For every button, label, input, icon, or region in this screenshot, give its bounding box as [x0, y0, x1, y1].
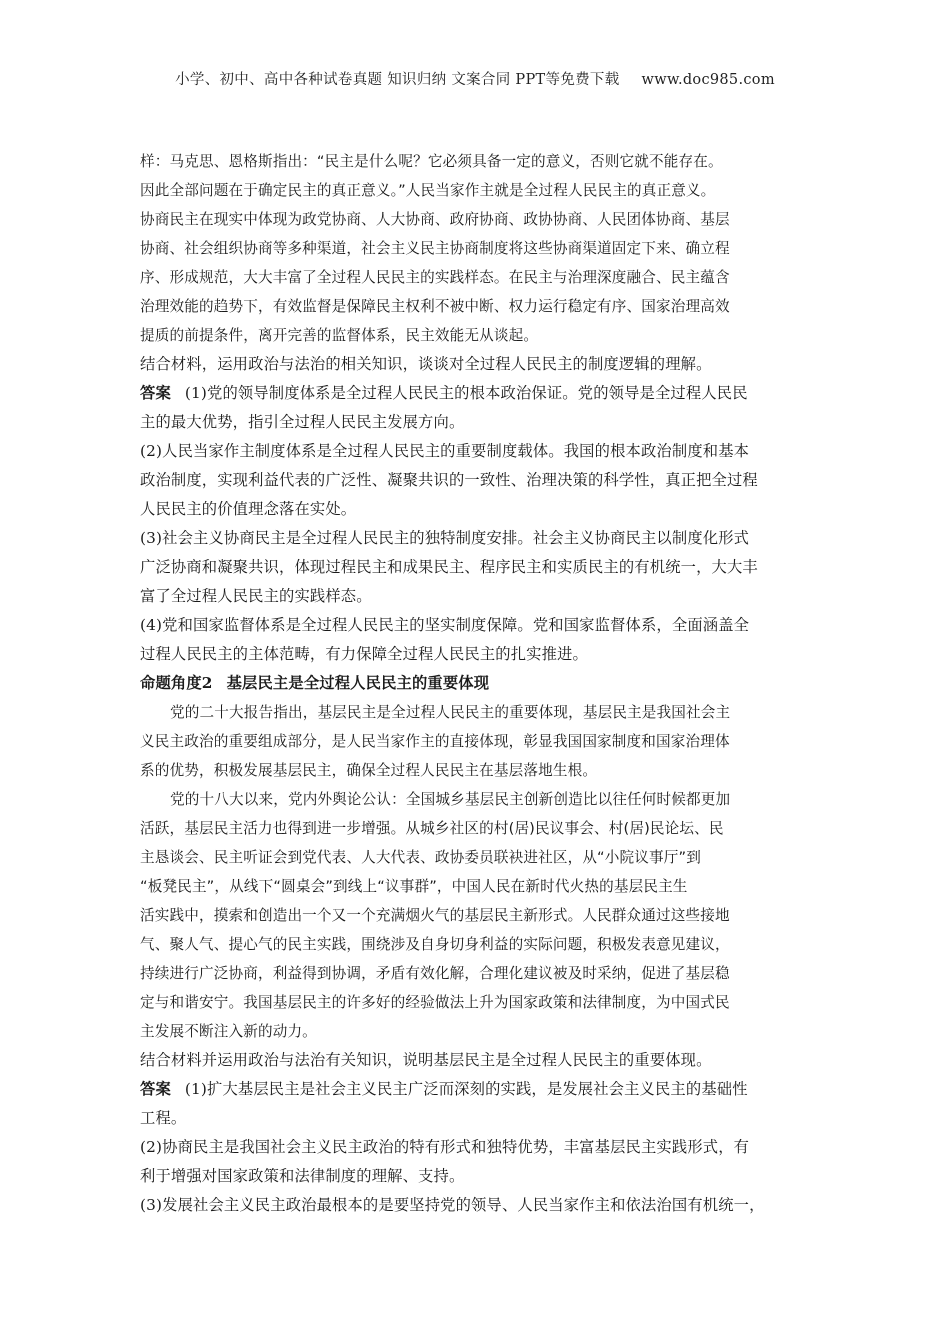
answer1-line: 人民民主的价值理念落在实处。: [140, 500, 357, 518]
material2-line: “板凳民主”，从线下“圆桌会”到线上“议事群”，中国人民在新时代火热的基层民主生: [140, 878, 688, 895]
header-text: 小学、初中、高中各种试卷真题 知识归纳 文案合同 PPT等免费下载: [175, 72, 620, 88]
answer1-line: 过程人民民主的主体范畴，有力保障全过程人民民主的扎实推进。: [140, 645, 588, 663]
answer1-line: 政治制度，实现利益代表的广泛性、凝聚共识的一致性、治理决策的科学性，真正把全过程: [140, 471, 758, 489]
material2-line: 持续进行广泛协商，利益得到协调，矛盾有效化解，合理化建议被及时采纳，促进了基层稳: [140, 965, 730, 982]
heading-title: 基层民主是全过程人民民主的重要体现: [226, 674, 490, 692]
answer-label: 答案: [140, 1080, 171, 1098]
answer2-line: (2)协商民主是我国社会主义民主政治的特有形式和独特优势，丰富基层民主实践形式，有: [140, 1138, 750, 1156]
material2-line: 系的优势，积极发展基层民主，确保全过程人民民主在基层落地生根。: [140, 762, 598, 779]
document-body: [140, 147, 812, 1220]
page-header: [0, 68, 950, 89]
material1-line: 序、形成规范，大大丰富了全过程人民民主的实践样态。在民主与治理深度融合、民主蕴含: [140, 269, 730, 286]
material1-line: 样：马克思、恩格斯指出：“民主是什么呢？它必须具备一定的意义，否则它就不能存在。: [140, 153, 723, 170]
material2-line: 主发展不断注入新的动力。: [140, 1023, 317, 1040]
answer1-line: (3)社会主义协商民主是全过程人民民主的独特制度安排。社会主义协商民主以制度化形式: [140, 529, 750, 547]
material1-line: 提质的前提条件，离开完善的监督体系，民主效能无从谈起。: [140, 327, 539, 344]
material2-line: 气、聚人气、提心气的民主实践，围绕涉及自身切身利益的实际问题，积极发表意见建议，: [140, 936, 730, 953]
material1-line: 协商、社会组织协商等多种渠道，社会主义民主协商制度将这些协商渠道固定下来、确立程: [140, 240, 730, 257]
material2-line: 党的二十大报告指出，基层民主是全过程人民民主的重要体现，基层民主是我国社会主: [170, 704, 731, 721]
answer1-line: (2)人民当家作主制度体系是全过程人民民主的重要制度载体。我国的根本政治制度和基本: [140, 442, 750, 460]
material1-line: 协商民主在现实中体现为政党协商、人大协商、政府协商、政协协商、人民团体协商、基层: [140, 211, 730, 228]
answer2-line: (3)发展社会主义民主政治最根本的是要坚持党的领导、人民当家作主和依法治国有机统一，: [140, 1196, 765, 1214]
material1-line: 因此全部问题在于确定民主的真正意义。”人民当家作主就是全过程人民民主的真正意义。: [140, 182, 716, 199]
answer1-line: 主的最大优势，指引全过程人民民主发展方向。: [140, 413, 465, 431]
answer2-line: 答案 (1)扩大基层民主是社会主义民主广泛而深刻的实践，是发展社会主义民主的基础性: [140, 1080, 748, 1098]
question1: 结合材料，运用政治与法治的相关知识，谈谈对全过程人民民主的制度逻辑的理解。: [140, 355, 712, 373]
answer2-line: 工程。: [140, 1109, 187, 1127]
material2-line: 党的十八大以来，党内外舆论公认：全国城乡基层民主创新创造比以往任何时候都更加: [170, 791, 731, 808]
answer1-line: 答案 (1)党的领导制度体系是全过程人民民主的根本政治保证。党的领导是全过程人民民: [140, 384, 748, 402]
material2-line: 义民主政治的重要组成部分，是人民当家作主的直接体现，彰显我国国家制度和国家治理体: [140, 733, 730, 750]
question2: 结合材料并运用政治与法治有关知识，说明基层民主是全过程人民民主的重要体现。: [140, 1051, 712, 1069]
answer-label: 答案: [140, 384, 171, 402]
answer2-line: 利于增强对国家政策和法律制度的理解、支持。: [140, 1167, 465, 1185]
answer1-line: (4)党和国家监督体系是全过程人民民主的坚实制度保障。党和国家监督体系，全面涵盖全: [140, 616, 750, 634]
header-url: www.doc985.com: [641, 72, 775, 88]
material2-line: 活实践中，摸索和创造出一个又一个充满烟火气的基层民主新形式。人民群众通过这些接地: [140, 907, 730, 924]
material2-line: 活跃，基层民主活力也得到进一步增强。从城乡社区的村(居)民议事会、村(居)民论坛、民: [140, 820, 724, 837]
material1-line: 治理效能的趋势下，有效监督是保障民主权利不被中断、权力运行稳定有序、国家治理高效: [140, 298, 730, 315]
section-heading: [140, 669, 812, 698]
material2-line: 定与和谐安宁。我国基层民主的许多好的经验做法上升为国家政策和法律制度，为中国式民: [140, 994, 730, 1011]
answer1-line: 广泛协商和凝聚共识，体现过程民主和成果民主、程序民主和实质民主的有机统一，大大丰: [140, 558, 758, 576]
heading-label: 命题角度2: [140, 674, 213, 692]
answer1-line: 富了全过程人民民主的实践样态。: [140, 587, 372, 605]
material2-line: 主恳谈会、民主听证会到党代表、人大代表、政协委员联袂进社区，从“小院议事厅”到: [140, 849, 701, 866]
